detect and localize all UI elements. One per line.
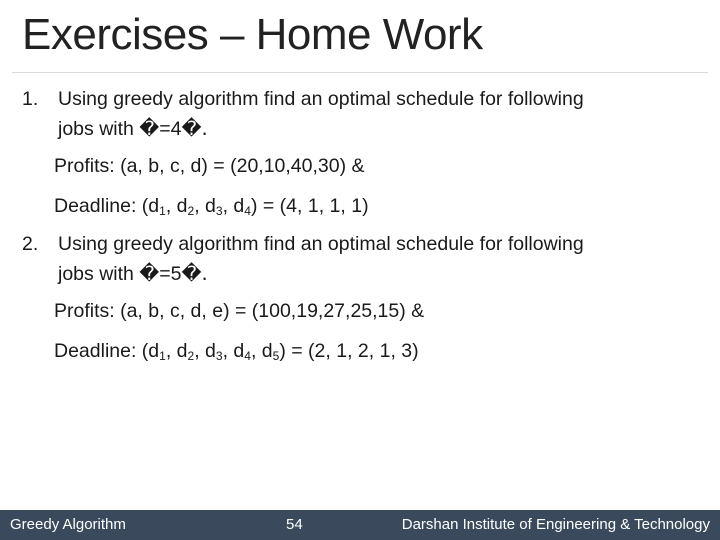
deadline-values: ) = (2, 1, 2, 1, 3) <box>279 340 419 362</box>
n-suffix: �. <box>181 117 208 140</box>
subscript: 2 <box>187 204 195 218</box>
deadline-label: Deadline: (d <box>54 195 160 217</box>
n-value: =4 <box>159 118 182 140</box>
jobs-with-label: jobs with <box>58 263 140 285</box>
footer-institute: Darshan Institute of Engineering & Technology <box>401 516 710 533</box>
profits-line-1: Profits: (a, b, c, d) = (20,10,40,30) & <box>54 155 365 177</box>
exercise-number: 1. <box>22 88 39 110</box>
subscript: 4 <box>244 349 251 363</box>
exercise-text <box>58 229 692 289</box>
subscript: 2 <box>187 349 195 363</box>
page-number: 54 <box>286 516 303 533</box>
subscript: 3 <box>215 349 223 363</box>
deadline-line-2: Deadline: ($d_1$, $d_2$, $d_3$, $d_4$, $d_5) = (2$, 1, 2, 1, 3) <box>54 340 419 363</box>
deadline-line-1: Deadline: ($d_1$, $d_2$, $d_3$, $d_4) = (4$, 1, 1, 1) <box>54 195 369 218</box>
n-suffix: �. <box>181 262 208 285</box>
exercise-2 <box>22 229 692 289</box>
exercise-number: 2. <box>22 233 39 255</box>
deadline-label: Deadline: (d <box>54 340 160 362</box>
subscript: 1 <box>159 204 166 218</box>
subscript: 3 <box>215 204 223 218</box>
n-symbol: � <box>139 262 160 285</box>
exercise-line-1: Using greedy algorithm find an optimal schedule for following <box>58 233 584 255</box>
slide-footer <box>0 510 720 540</box>
footer-topic: Greedy Algorithm <box>10 516 126 533</box>
exercise-line-2 <box>58 114 692 144</box>
slide-title: Exercises – Home Work <box>22 10 483 59</box>
subscript: 1 <box>159 349 166 363</box>
title-divider <box>12 72 708 73</box>
exercise-text <box>58 84 692 144</box>
deadline-values: ) = (4, 1, 1, 1) <box>250 195 369 217</box>
n-symbol: � <box>139 117 160 140</box>
exercise-line-1: Using greedy algorithm find an optimal schedule for following <box>58 88 584 110</box>
jobs-with-label: jobs with <box>58 118 140 140</box>
subscript: 5 <box>272 349 280 363</box>
exercise-1 <box>22 84 692 144</box>
n-value: =5 <box>159 263 182 285</box>
profits-line-2: Profits: (a, b, c, d, e) = (100,19,27,25,15) & <box>54 300 425 322</box>
exercise-line-2 <box>58 259 692 289</box>
subscript: 4 <box>244 204 251 218</box>
